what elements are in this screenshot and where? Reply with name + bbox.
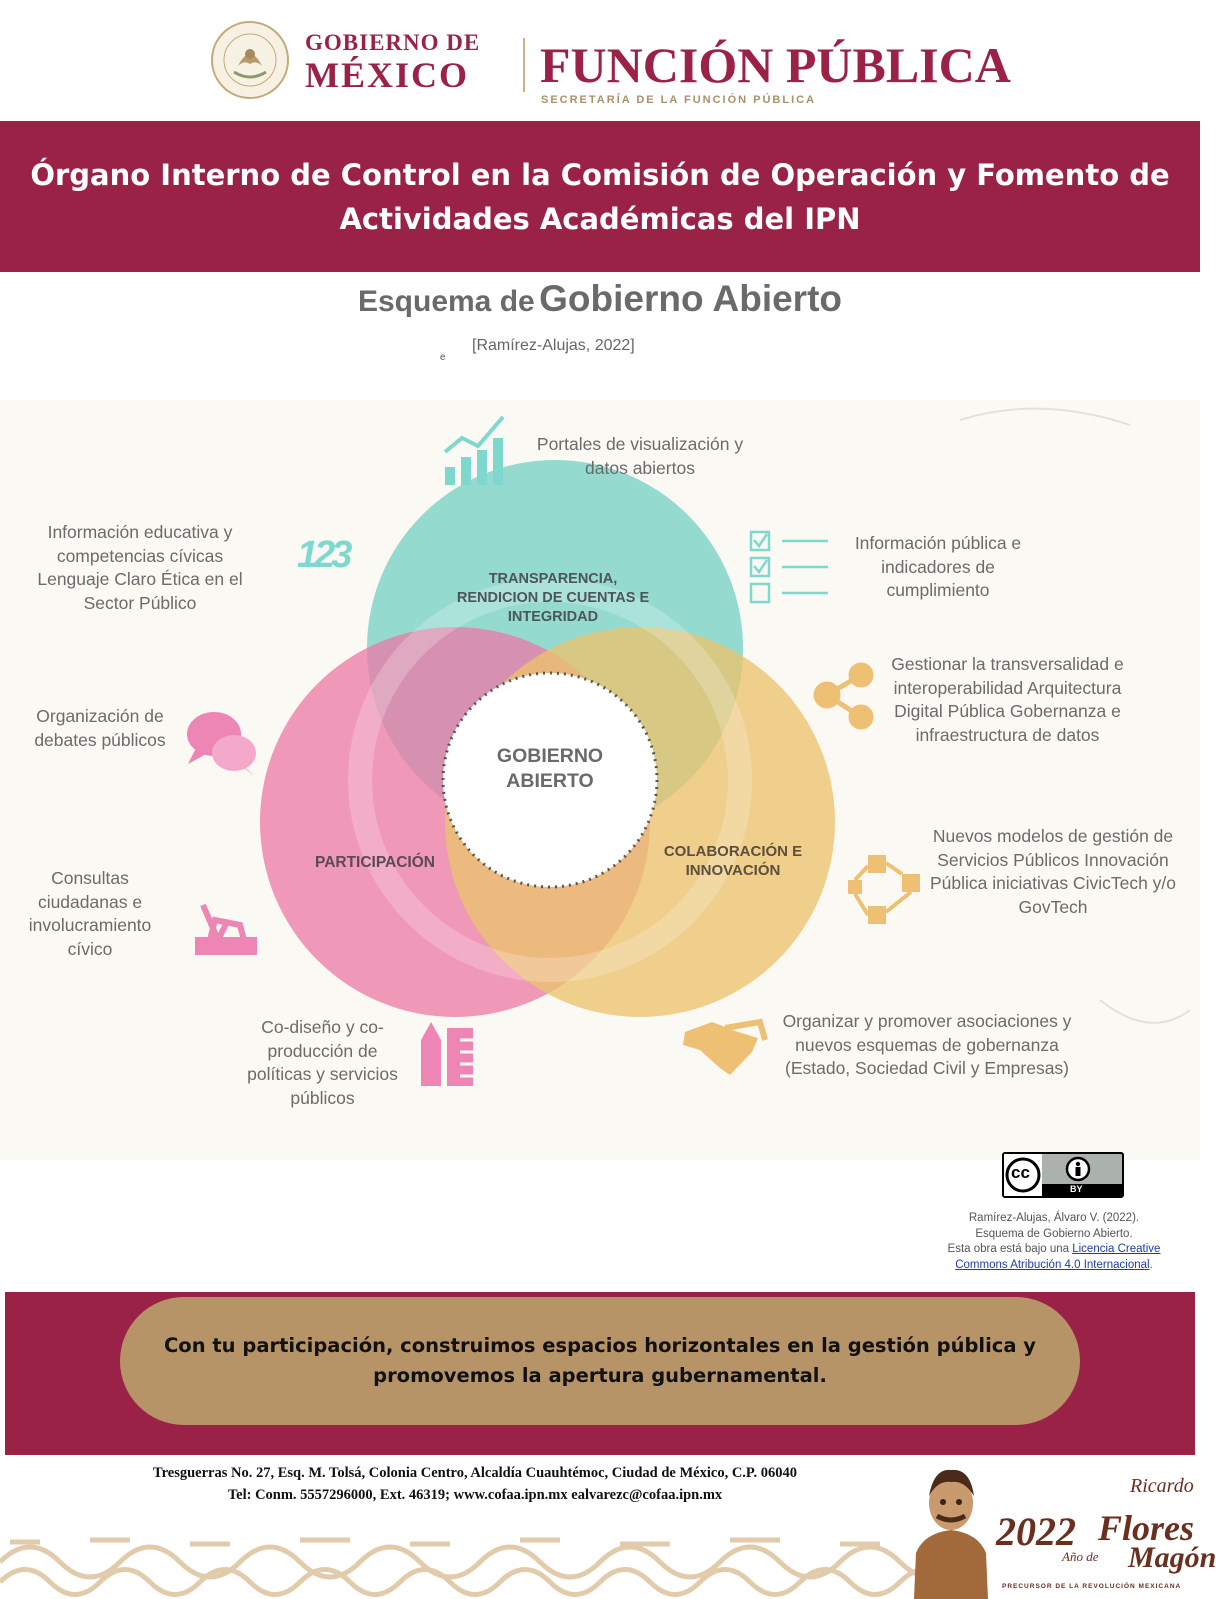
secretaria-subtitle: SECRETARÍA DE LA FUNCIÓN PÚBLICA xyxy=(541,94,817,106)
gobierno-de-text: GOBIERNO DE xyxy=(305,30,481,55)
open-government-diagram xyxy=(0,400,1200,1160)
name-mid: Flores xyxy=(1098,1508,1195,1548)
speech-bubbles-icon xyxy=(187,712,256,776)
center-label: GOBIERNO ABIERTO xyxy=(496,745,604,792)
credit-line1: Ramírez-Alujas, Álvaro V. (2022). xyxy=(968,1212,1140,1224)
mexico-seal-icon xyxy=(210,20,290,100)
label-info-publica: Información pública e indicadores de cumplimiento xyxy=(854,533,1022,600)
label-transversalidad: Gestionar la transversalidad e interoperabilidad Arquitectura Digital Pública Gobernanza e infraestructura de datos xyxy=(891,654,1124,745)
callout-text: Con tu participación, construimos espacios horizontales en la gestión pública y promovemos la apertura gubernamental. xyxy=(163,1334,1036,1387)
address-line: Tresguerras No. 27, Esq. M. Tolsá, Colonia Centro, Alcaldía Cuauhtémoc, Ciudad de México, C.P. 06040 xyxy=(153,1465,797,1481)
process-cycle-icon xyxy=(848,855,920,924)
stray-mark: e xyxy=(440,352,446,363)
label-asociaciones: Organizar y promover asociaciones y nuevos esquemas de gobernanza (Estado, Sociedad Civil y Empresas) xyxy=(782,1011,1072,1078)
ballot-box-icon xyxy=(198,905,254,952)
cc-text: cc xyxy=(1011,1163,1030,1182)
diagram-title xyxy=(0,278,1200,320)
handshake-icon xyxy=(683,1022,765,1075)
label-debates: Organización de debates públicos xyxy=(34,706,166,750)
banner-text: Órgano Interno de Control en la Comisión de Operación y Fomento de Actividades Académicas del IPN xyxy=(30,157,1170,236)
year-2022: 2022 xyxy=(996,1509,1076,1554)
license-credit xyxy=(930,1211,1178,1273)
credit-end: . xyxy=(1149,1258,1153,1271)
oic-banner xyxy=(0,121,1200,272)
citation: [Ramírez-Alujas, 2022] xyxy=(472,337,635,354)
page-header xyxy=(0,0,1200,120)
mexico-text: MÉXICO xyxy=(305,55,469,95)
name-last: Magón xyxy=(1128,1541,1216,1574)
callout-pill xyxy=(120,1297,1080,1425)
title-part2: Gobierno Abierto xyxy=(539,278,843,319)
label-portales: Portales de visualización y datos abiertos xyxy=(536,434,744,478)
collaboration-label: COLABORACIÓN E INNOVACIÓN xyxy=(663,843,803,879)
bar-chart-icon xyxy=(445,417,503,485)
transparency-label: TRANSPARENCIA, RENDICION DE CUENTAS E INTEGRIDAD xyxy=(456,571,650,625)
label-nuevos-modelos: Nuevos modelos de gestión de Servicios Públicos Innovación Pública iniciativas CivicTech y/o GovTech xyxy=(929,826,1177,917)
credit-line2: Esquema de Gobierno Abierto. xyxy=(975,1227,1133,1240)
by-text: BY xyxy=(1070,1184,1083,1194)
phone-web-email-line: Tel: Conm. 5557296000, Ext. 46319; www.cofaa.ipn.mx ealvarezc@cofaa.ipn.mx xyxy=(227,1487,723,1503)
name-first: Ricardo xyxy=(1130,1475,1194,1497)
label-consultas: Consultas ciudadanas e involucramiento cívico xyxy=(28,868,152,959)
decorative-pattern xyxy=(0,1522,980,1599)
header-divider xyxy=(523,38,525,92)
title-part1: Esquema de xyxy=(357,285,535,318)
precursor-text: PRECURSOR DE LA REVOLUCIÓN MEXICANA xyxy=(1002,1583,1182,1590)
contact-info xyxy=(0,1462,950,1506)
funcion-publica-title: FUNCIÓN PÚBLICA xyxy=(540,37,1011,93)
pencil-ruler-icon xyxy=(421,1022,473,1086)
label-codiseno: Co-diseño y co-producción de políticas y servicios públicos xyxy=(247,1017,398,1108)
numbers-icon: 123 xyxy=(297,534,349,576)
credit-line3: Esta obra está bajo una xyxy=(947,1243,1070,1255)
participation-label: PARTICIPACIÓN xyxy=(315,854,435,871)
label-educativa: Información educativa y competencias cívicas Lenguaje Claro Ética en el Sector Público xyxy=(37,522,243,613)
ricardo-flores-magon-portrait xyxy=(904,1458,998,1599)
creative-commons-badge[interactable] xyxy=(1002,1152,1124,1198)
ano-de-text: Año de xyxy=(1062,1549,1099,1564)
share-icon xyxy=(816,665,871,727)
license-link[interactable]: Licencia Creative Commons Atribución 4.0 Internacional xyxy=(955,1243,1161,1271)
checklist-icon xyxy=(751,532,828,602)
